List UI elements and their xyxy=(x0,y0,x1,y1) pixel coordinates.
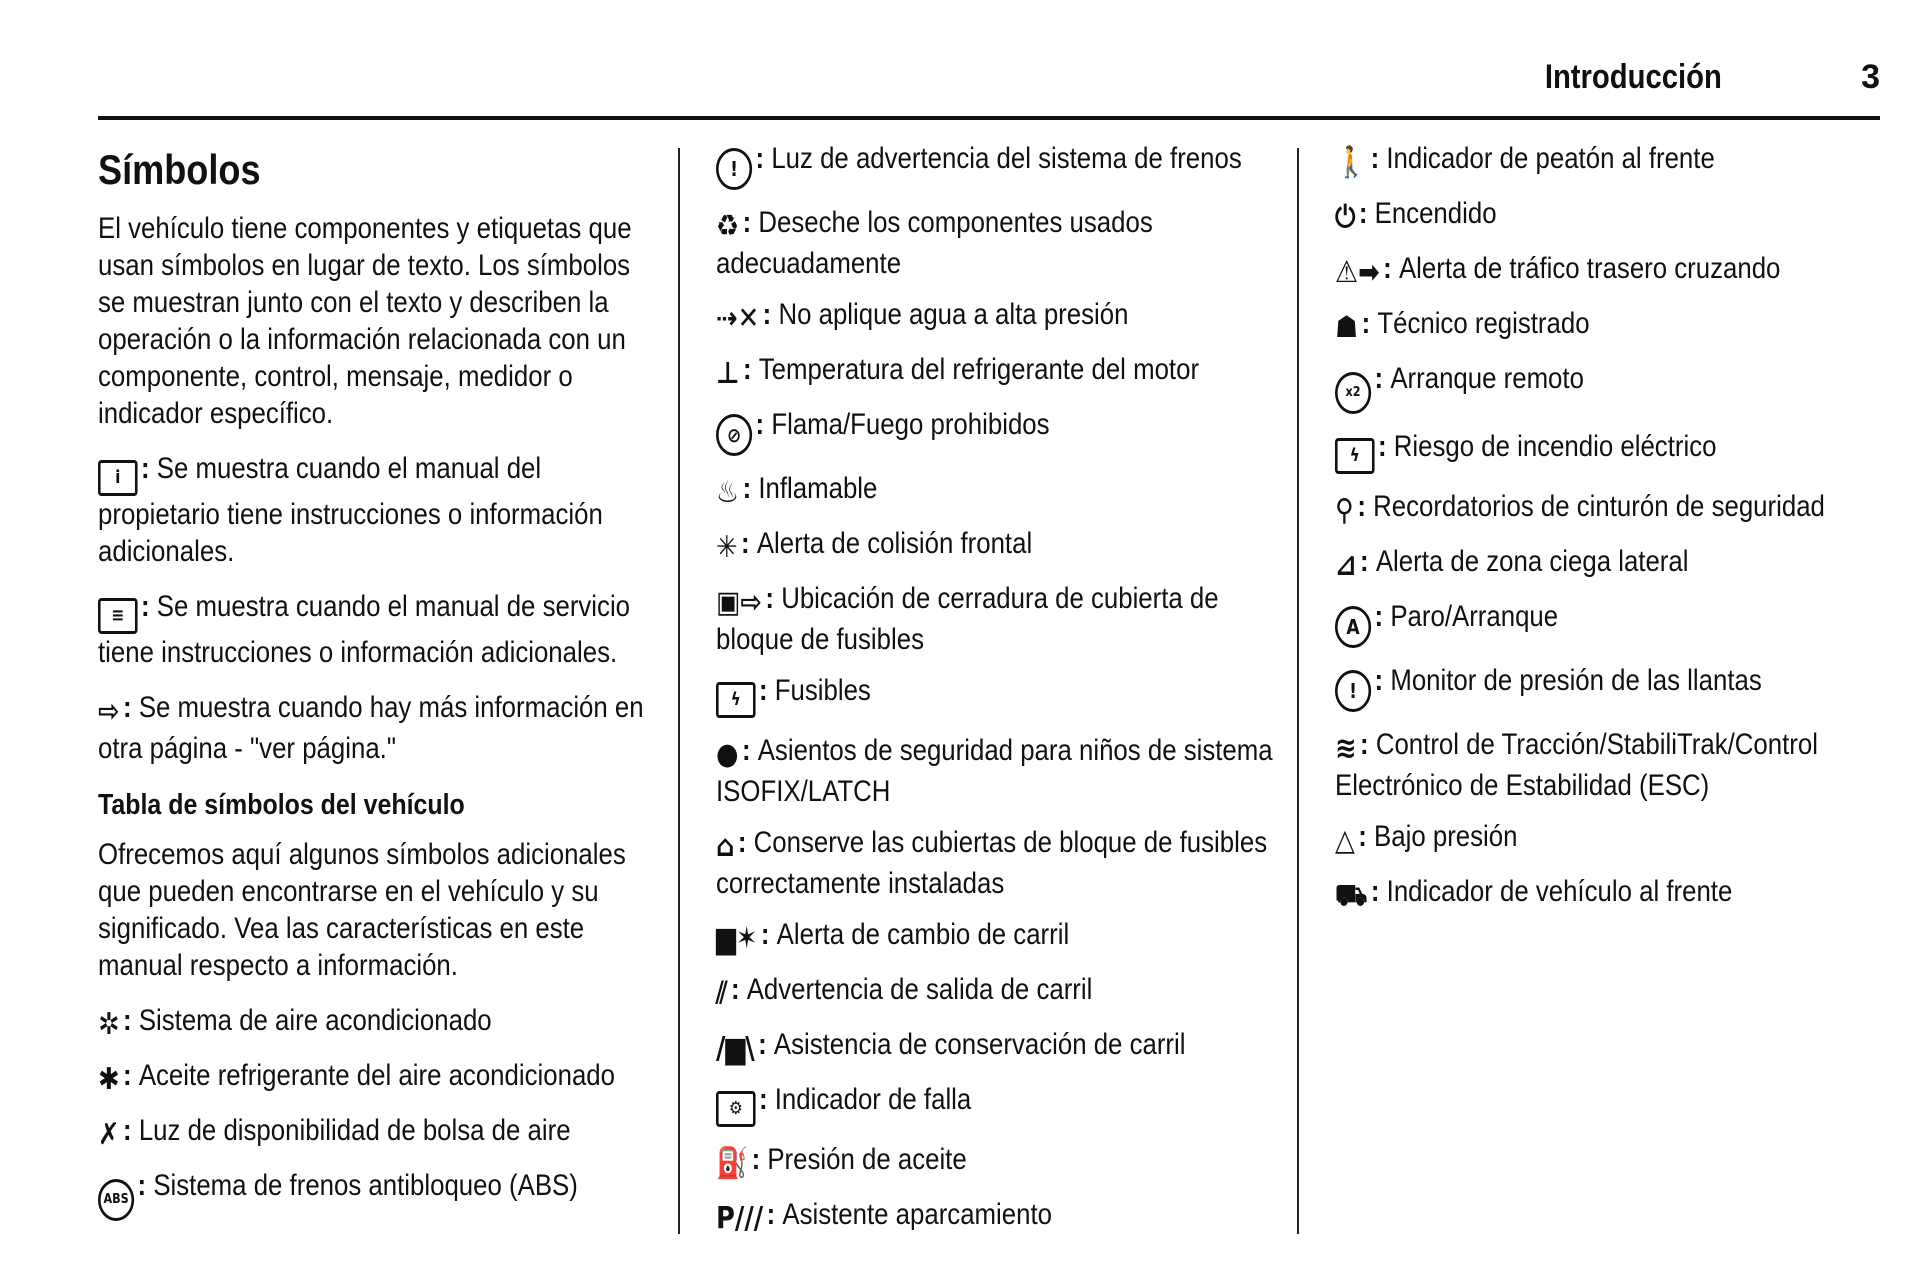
coolant-temp-icon: ⊥ xyxy=(716,356,740,391)
symbol-item: ✲ : Sistema de aire acondicionado xyxy=(98,1004,492,1042)
symbol-item: ♻ : Deseche los componentes usados adecuadamente xyxy=(716,206,1153,280)
power-icon: ⏻ xyxy=(1335,200,1356,235)
traction-control-icon: ≋ xyxy=(1335,731,1357,766)
symbol-item: ⚲ : Recordatorios de cinturón de seguridad xyxy=(1335,490,1825,528)
symbol-item: ⇢✕ : No aplique agua a alta presión xyxy=(716,298,1129,336)
symbol-item: ≋ : Control de Tracción/StabiliTrak/Control Electrónico de Estabilidad (ESC) xyxy=(1335,728,1818,802)
ac-icon: ✲ xyxy=(98,1007,120,1042)
symbol-item: ! : Monitor de presión de las llantas xyxy=(1335,662,1904,712)
symbol-item: ✱ : Aceite refrigerante del aire acondicionado xyxy=(98,1059,615,1097)
column-divider xyxy=(678,148,680,1234)
child-seat-icon: ● xyxy=(716,737,739,772)
fuse-cover-icon: ⌂ xyxy=(716,829,735,864)
symbol-item: ⊘ : Flama/Fuego prohibidos xyxy=(716,406,1280,456)
seatbelt-icon: ⚲ xyxy=(1335,493,1354,528)
lane-departure-icon: ⫽ xyxy=(716,976,728,1011)
symbol-item: ⛽ : Presión de aceite xyxy=(716,1143,967,1181)
service-manual-icon: ≡ xyxy=(98,598,138,634)
ac-oil-icon: ✱ xyxy=(98,1062,120,1097)
pedestrian-icon: 🚶 xyxy=(1335,145,1368,180)
symbol-item: ⌂ : Conserve las cubiertas de bloque de fusibles correctamente instaladas xyxy=(716,826,1268,900)
symbol-item: ▆✶ : Alerta de cambio de carril xyxy=(716,918,1070,956)
page-number: 3 xyxy=(1861,58,1880,96)
vehicle-ahead-icon: ⛟ xyxy=(1335,878,1368,913)
abs-icon: ABS xyxy=(98,1179,134,1221)
service-manual-note: ≡ : Se muestra cuando el manual de servicio tiene instrucciones o información adicionales. xyxy=(98,590,631,669)
airbag-icon: ✗ xyxy=(98,1117,120,1152)
lane-change-icon: ▆✶ xyxy=(716,921,758,956)
stop-start-icon: A xyxy=(1335,606,1371,648)
symbol-item: ✳ : Alerta de colisión frontal xyxy=(716,527,1033,565)
symbol-item: △ : Bajo presión xyxy=(1335,820,1518,858)
column-2 xyxy=(716,140,1281,1251)
remote-start-icon: x2 xyxy=(1335,372,1371,414)
lane-keep-icon: /▆\ xyxy=(716,1031,755,1066)
brake-warning-icon: ! xyxy=(716,148,752,190)
symbol-item: ABS : Sistema de frenos antibloqueo (ABS) xyxy=(98,1167,657,1221)
rear-cross-traffic-icon: ⚠➡ xyxy=(1335,255,1380,290)
column-3 xyxy=(1335,140,1905,928)
fuse-lock-icon: ▣⇨ xyxy=(716,585,762,620)
symbol-item: ☗ : Técnico registrado xyxy=(1335,307,1590,345)
owner-manual-icon: i xyxy=(98,460,138,496)
table-intro: Ofrecemos aquí algunos símbolos adicionales que pueden encontrarse en el vehículo y su significado. Vea las características en este manual respecto a información. xyxy=(98,838,626,982)
symbol-item: ⛟ : Indicador de vehículo al frente xyxy=(1335,875,1733,913)
column-1 xyxy=(98,140,658,1235)
owner-manual-note: i : Se muestra cuando el manual del propietario tiene instrucciones o información adicionales. xyxy=(98,452,603,568)
symbol-item: ♨ : Inflamable xyxy=(716,472,878,510)
low-pressure-icon: △ xyxy=(1335,823,1355,858)
electrical-fire-icon: ϟ xyxy=(1335,438,1375,474)
symbol-item: ϟ : Fusibles xyxy=(716,672,1280,718)
symbol-item: ! : Luz de advertencia del sistema de frenos xyxy=(716,140,1280,190)
symbol-item: x2 : Arranque remoto xyxy=(1335,360,1904,414)
symbol-item: ● : Asientos de seguridad para niños de sistema ISOFIX/LATCH xyxy=(716,734,1273,808)
symbol-item: ⚠➡ : Alerta de tráfico trasero cruzando xyxy=(1335,252,1781,290)
fuse-icon: ϟ xyxy=(716,682,756,718)
tire-pressure-icon: ! xyxy=(1335,670,1371,712)
blind-zone-icon: ⊿ xyxy=(1335,548,1357,583)
column-divider xyxy=(1297,148,1299,1234)
symbol-item: ⫽ : Advertencia de salida de carril xyxy=(716,973,1093,1011)
collision-alert-icon: ✳ xyxy=(716,530,738,565)
symbol-item: ⊥ : Temperatura del refrigerante del motor xyxy=(716,353,1200,391)
park-assist-icon: P/// xyxy=(716,1201,764,1236)
no-pressure-wash-icon: ⇢✕ xyxy=(716,301,760,336)
symbol-item: /▆\ : Asistencia de conservación de carril xyxy=(716,1028,1186,1066)
oil-pressure-icon: ⛽ xyxy=(716,1146,749,1181)
disposal-icon: ♻ xyxy=(716,209,740,244)
page-header xyxy=(98,50,1880,120)
see-page-note: ⇨ : Se muestra cuando hay más información en otra página - "ver página." xyxy=(98,691,644,765)
flammable-icon: ♨ xyxy=(716,475,740,510)
symbol-item: ϟ : Riesgo de incendio eléctrico xyxy=(1335,428,1904,474)
symbol-item: ⏻ : Encendido xyxy=(1335,197,1497,235)
arrow-right-icon: ⇨ xyxy=(98,694,120,729)
technician-icon: ☗ xyxy=(1335,310,1359,345)
symbol-item: ✗ : Luz de disponibilidad de bolsa de aire xyxy=(98,1114,571,1152)
symbol-item: A : Paro/Arranque xyxy=(1335,598,1904,648)
page-heading: Símbolos xyxy=(98,146,261,193)
table-title: Tabla de símbolos del vehículo xyxy=(98,789,465,821)
symbol-item: 🚶 : Indicador de peatón al frente xyxy=(1335,142,1715,180)
check-engine-icon: ⚙ xyxy=(716,1091,756,1127)
symbol-item: P/// : Asistente aparcamiento xyxy=(716,1198,1053,1236)
section-title: Introducción xyxy=(1544,58,1722,96)
no-flame-icon: ⊘ xyxy=(716,414,752,456)
symbol-item: ⊿ : Alerta de zona ciega lateral xyxy=(1335,545,1689,583)
symbol-item: ▣⇨ : Ubicación de cerradura de cubierta de bloque de fusibles xyxy=(716,582,1219,656)
intro-paragraph: El vehículo tiene componentes y etiquetas que usan símbolos en lugar de texto. Los símbolos se muestran junto con el texto y describen la operación o la información relacionada con un componente, control, mensaje, medidor o indicador específico. xyxy=(98,212,632,430)
symbol-item: ⚙ : Indicador de falla xyxy=(716,1081,1280,1127)
